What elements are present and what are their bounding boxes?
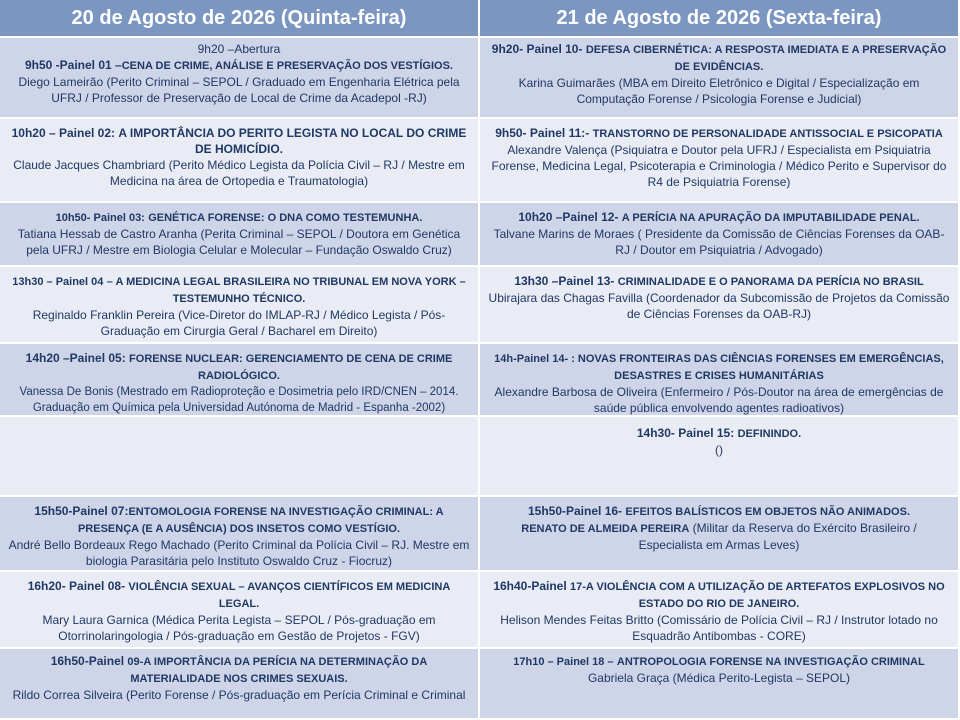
panel-speaker: Gabriela Graça (Médica Perito-Legista – SEPOL): [587, 671, 851, 685]
panel-code: 15h50-Painel 16-: [527, 504, 623, 518]
panel-cell: [480, 344, 960, 417]
panel-speaker: Rildo Correa Silveira (Perito Forense / Pós-graduação em Perícia Criminal e Criminal: [12, 688, 466, 702]
panel-speaker: (): [715, 443, 723, 457]
panel-title: : NOVAS FRONTEIRAS DAS CIÊNCIAS FORENSES EM EMERGÊNCIAS, DESASTRES E CRISES HUMANITÁRIAS: [568, 353, 944, 382]
panel-title: GENÉTICA FORENSE: O DNA COMO TESTEMUNHA.: [148, 212, 423, 224]
panel-title: EFEITOS BALÍSTICOS EM OBJETOS NÃO ANIMADOS.: [625, 506, 910, 518]
panel-cell: [0, 203, 480, 267]
panel-cell: [480, 649, 960, 720]
panel-title: ANTROPOLOGIA FORENSE NA INVESTIGAÇÃO CRIMINAL: [616, 656, 925, 668]
panel-cell: [0, 497, 480, 572]
panel-code: 15h50-Painel 07:: [34, 504, 129, 518]
panel-title: 09-A IMPORTÂNCIA DA PERÍCIA NA DETERMINAÇÃO DA MATERIALIDADE NOS CRIMES SEXUAIS.: [127, 656, 428, 685]
panel-title: ENTOMOLOGIA FORENSE NA INVESTIGAÇÃO CRIMINAL: A PRESENÇA (E A AUSÊNCIA) DOS INSETOS COMO VESTÍGIO.: [77, 506, 444, 535]
panel-speaker: (Militar da Reserva do Exército Brasileiro / Especialista em Armas Leves): [638, 521, 917, 552]
panel-code: 14h20 –Painel 05:: [25, 351, 126, 365]
panel-speaker: Karina Guimarães (MBA em Direito Eletrônico e Digital / Especialização em Computação Forense / Psicologia Forense e Judicial): [518, 76, 920, 106]
panel-cell: [0, 649, 480, 720]
panel-speaker: Alexandre Valença (Psiquiatra e Doutor pela UFRJ / Especialista em Psiquiatria Forense, Medicina Legal, Psicoterapia e Criminologia / Médico Perito e Supervisor do R4 de Psiquiatria Forense): [491, 143, 947, 189]
panel-speaker: Helison Mendes Feitas Britto (Comissário de Polícia Civil – RJ / Instrutor lotado no Esquadrão Antibombas - CORE): [500, 613, 938, 643]
panel-title: DEFESA CIBERNÉTICA: A RESPOSTA IMEDIATA E A PRESERVAÇÃO DE EVIDÊNCIAS.: [585, 44, 947, 73]
panel-code: 10h20 –Painel 12-: [518, 210, 619, 224]
panel-cell: [480, 267, 960, 344]
panel-cell: [0, 119, 480, 203]
panel-code: 16h50-Painel: [50, 654, 125, 668]
panel-speaker: Diego Lameirão (Perito Criminal – SEPOL / Graduado em Engenharia Elétrica pela UFRJ / Professor de Preservação de Local de Crime da Acadepol -RJ): [18, 75, 460, 105]
day-header-left: 20 de Agosto de 2026 (Quinta-feira): [0, 0, 480, 38]
panel-speaker: Tatiana Hessab de Castro Aranha (Perita Criminal – SEPOL / Doutora em Genética pela UFRJ / Mestre em Biologia Celular e Molecular – Fundação Oswaldo Cruz): [17, 227, 461, 257]
panel-cell: [480, 417, 960, 497]
panel-title: – A MEDICINA LEGAL BRASILEIRA NO TRIBUNAL EM NOVA YORK – TESTEMUNHO TÉCNICO.: [106, 276, 466, 305]
panel-speaker: André Bello Bordeaux Rego Machado (Perito Criminal da Polícia Civil – RJ. Mestre em biologia Parasitária pelo Instituto Oswaldo Cruz - Fiocruz): [8, 538, 470, 568]
panel-code: 17h10 – Painel 18 –: [513, 656, 614, 668]
panel-title: CRIMINALIDADE E O PANORAMA DA PERÍCIA NO BRASIL: [617, 276, 924, 288]
panel-speaker: Reginaldo Franklin Pereira (Vice-Diretor do IMLAP-RJ / Médico Legista / Pós-Graduação em Cirurgia Geral / Bacharel em Direito): [32, 308, 446, 338]
panel-title: FORENSE NUCLEAR: GERENCIAMENTO DE CENA DE CRIME RADIOLÓGICO.: [129, 353, 453, 382]
panel-cell: [480, 203, 960, 267]
panel-speaker: Mary Laura Garnica (Médica Perita Legista – SEPOL / Pós-graduação em Otorrinolaringologia / Pós-graduação em Gestão de Projetos - FGV): [42, 613, 436, 643]
panel-code: 9h50 -Painel 01 –: [24, 58, 122, 72]
panel-cell: [480, 497, 960, 572]
panel-cell: [0, 572, 480, 649]
panel-code: 10h50- Painel 03:: [55, 212, 145, 224]
panel-speaker: Ubirajara das Chagas Favilla (Coordenador da Subcomissão de Projetos da Comissão de Ciências Forenses da OAB-RJ): [488, 291, 950, 321]
panel-title: 17-A VIOLÊNCIA COM A UTILIZAÇÃO DE ARTEFATOS EXPLOSIVOS NO ESTADO DO RIO DE JANEIRO.: [570, 581, 945, 610]
panel-code: 14h-Painel 14-: [494, 353, 569, 365]
panel-code: 16h20- Painel 08-: [27, 579, 126, 593]
panel-speaker: Vanessa De Bonis (Mestrado em Radioproteção e Dosimetria pelo IRD/CNEN – 2014. Graduação em Química pela Universidad Autónoma de Madrid - Espanha -2002): [19, 386, 459, 414]
panel-speaker: Alexandre Barbosa de Oliveira (Enfermeiro / Pós-Doutor na área de emergências de saúde pública envolvendo agentes radioativos): [494, 385, 944, 415]
opening-time: 9h20 –Abertura: [197, 42, 281, 56]
panel-cell: [480, 119, 960, 203]
panel-title: A PERÍCIA NA APURAÇÃO DA IMPUTABILIDADE PENAL.: [621, 212, 920, 224]
panel-cell: [0, 344, 480, 417]
panel-cell: [480, 572, 960, 649]
panel-code: 9h20- Painel 10-: [491, 42, 583, 56]
panel-speaker: Talvane Marins de Moraes ( Presidente da Comissão de Ciências Forenses da OAB-RJ / Doutor em Psiquiatria / Advogado): [493, 227, 945, 257]
panel-code: 16h40-Painel: [493, 579, 567, 593]
panel-cell: [480, 38, 960, 119]
panel-code: 13h30 – Painel 04: [12, 276, 104, 288]
panel-cell: [0, 38, 480, 119]
panel-code: 10h20 – Painel 02:: [11, 126, 116, 140]
panel-title: VIOLÊNCIA SEXUAL – AVANÇOS CIENTÍFICOS EM MEDICINA LEGAL.: [128, 581, 451, 610]
panel-code: 14h30- Painel 15:: [636, 426, 735, 440]
panel-title: A IMPORTÂNCIA DO PERITO LEGISTA NO LOCAL DO CRIME DE HOMICÍDIO.: [118, 126, 467, 156]
panel-cell: [0, 267, 480, 344]
speaker-name: RENATO DE ALMEIDA PEREIRA: [521, 523, 690, 535]
panel-speaker: Claude Jacques Chambriard (Perito Médico Legista da Polícia Civil – RJ / Mestre em Medicina na área de Ortopedia e Traumatologia): [13, 158, 465, 188]
day-header-right: 21 de Agosto de 2026 (Sexta-feira): [480, 0, 960, 38]
panel-code: 13h30 –Painel 13-: [514, 274, 615, 288]
panel-title: DEFININDO.: [737, 428, 802, 440]
panel-title: TRANSTORNO DE PERSONALIDADE ANTISSOCIAL E PSICOPATIA: [592, 128, 943, 140]
panel-code: 9h50- Painel 11:-: [495, 126, 590, 140]
empty-panel-cell: [0, 417, 480, 497]
panel-title: CENA DE CRIME, ANÁLISE E PRESERVAÇÃO DOS VESTÍGIOS.: [121, 60, 453, 72]
